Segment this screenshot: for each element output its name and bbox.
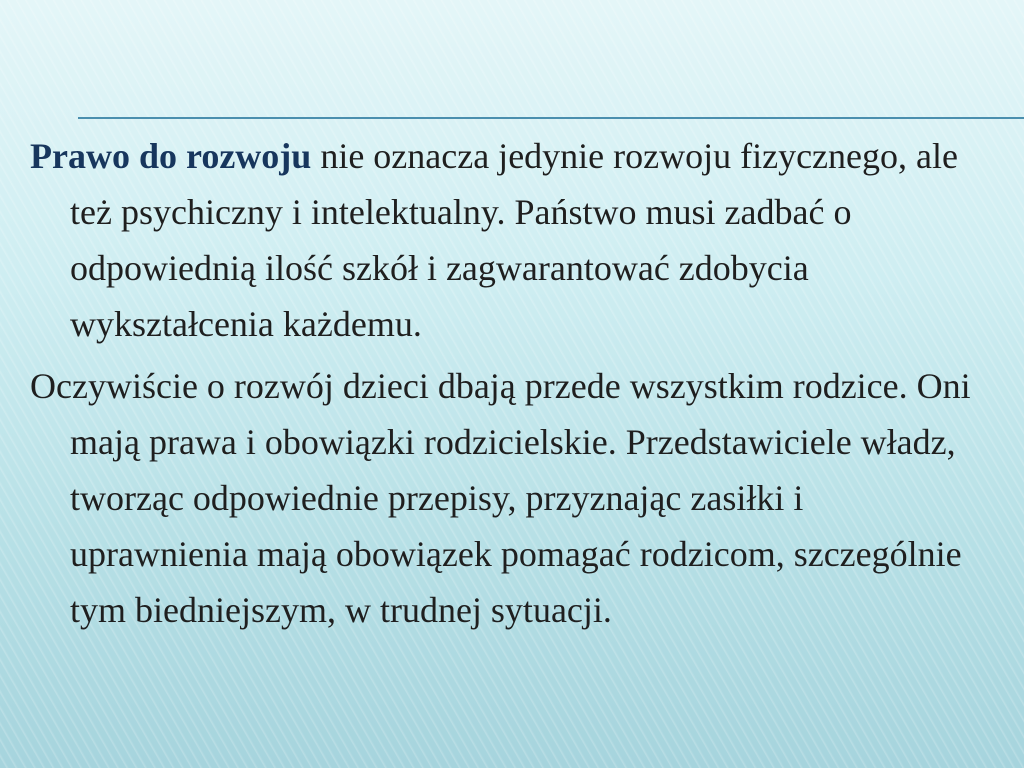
- paragraph-parents-responsibility: [30, 358, 990, 638]
- paragraph-lead-bold: Prawo do rozwoju: [30, 136, 312, 176]
- paragraph-body-text: nie oznacza jedynie rozwoju fizycznego, ale też psychiczny i intelektualny. Państwo musi zadbać o odpowiednią ilość szkół i zagwarantować zdobycia wykształcenia każdemu.: [70, 136, 958, 344]
- paragraph-body-text: Oczywiście o rozwój dzieci dbają przede wszystkim rodzice. Oni mają prawa i obowiązki rodzicielskie. Przedstawiciele władz, tworząc odpowiednie przepisy, przyznając zasiłki i uprawnienia mają obowiązek pomagać rodzicom, szczególnie tym biedniejszym, w trudnej sytuacji.: [30, 366, 971, 630]
- slide-content: [30, 128, 990, 638]
- paragraph-right-to-development: [30, 128, 990, 352]
- title-divider-line: [78, 117, 1024, 119]
